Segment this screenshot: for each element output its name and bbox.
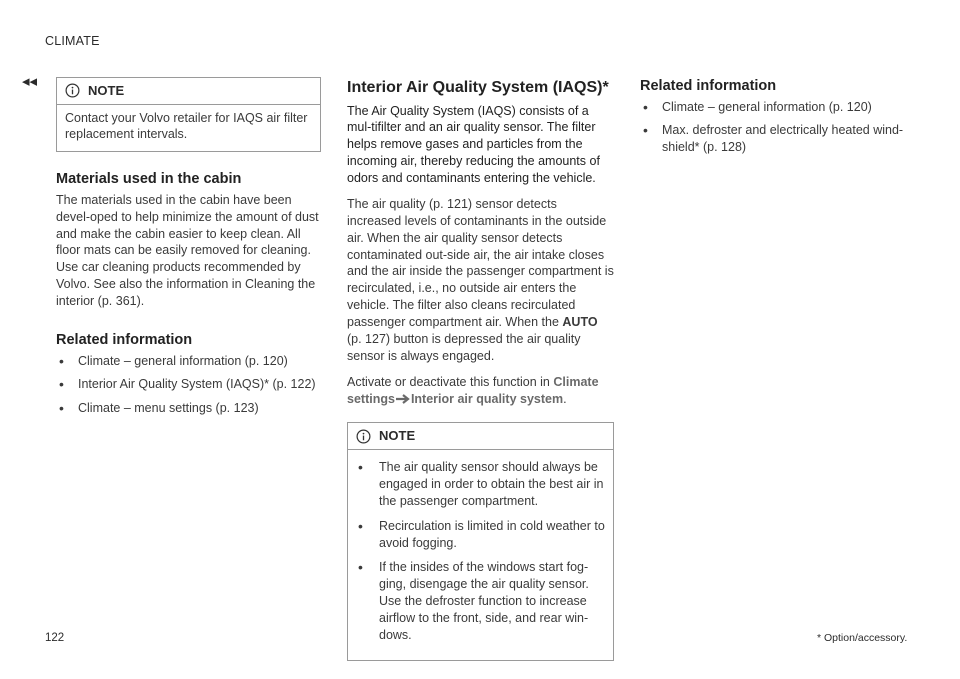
materials-heading: Materials used in the cabin (56, 171, 242, 188)
related-link[interactable]: • Climate – general information (p. 120) (640, 99, 910, 116)
column-middle (347, 77, 614, 679)
materials-text: The materials used in the cabin have been devel-oped to help minimize the amount of dust and make the cabin easier to keep clean. All floor mats can be easily removed for cleaning. Use car cleaning products recommended by Volvo. See also the information in Cleaning the interior (p. 361). (56, 192, 319, 309)
note-title: NOTE (379, 428, 416, 444)
iaqs-paragraph-1: The air quality (p. 121) sensor detects increased levels of contaminants in the outside air. When the air quality sensor detects contaminated out-side air, the air intake closes and the air inside the passenger compartment is recirculated, i.e., no outside air enters the vehicle. The filter also cleans recirculated passenger compartment air. When the AUTO (p. 127) button is depressed the air quality sensor is always engaged. (347, 196, 614, 363)
menu-interior-air-quality[interactable]: Interior air quality system (410, 391, 564, 406)
related-link[interactable]: • Interior Air Quality System (IAQS)* (p. 122) (56, 376, 321, 393)
footnote: * Option/accessory. (817, 632, 908, 644)
related-list (56, 353, 321, 418)
note-item: • If the insides of the windows start fog-ging, disengage the air quality sensor. Use the defroster function to increase airflow to the front, side, and rear win-dows. (356, 559, 605, 643)
note-header (348, 423, 613, 450)
iaqs-intro: The Air Quality System (IAQS) consists of a mul-tifilter and an air quality sensor. The filter helps remove gases and particles from the incoming air, thereby reducing the amounts of odors and contaminants entering the vehicle. (347, 103, 600, 186)
related-link[interactable]: • Max. defroster and electrically heated wind-shield* (p. 128) (640, 122, 910, 156)
note-box (56, 77, 321, 152)
related-link[interactable]: • Climate – menu settings (p. 123) (56, 400, 321, 417)
note-item: • The air quality sensor should always be engaged in order to obtain the best air in the passenger compartment. (356, 459, 605, 510)
section-header: CLIMATE (45, 34, 100, 48)
note-item: • Recirculation is limited in cold weather to avoid fogging. (356, 518, 605, 552)
iaqs-heading: Interior Air Quality System (IAQS)* (347, 79, 609, 96)
page-number: 122 (45, 632, 65, 644)
note-title: NOTE (88, 83, 125, 98)
info-circle-icon (356, 429, 371, 444)
related-heading: Related information (640, 78, 777, 94)
column-right (640, 77, 910, 163)
related-link[interactable]: • Climate – general information (p. 120) (56, 353, 321, 370)
iaqs-paragraph-2: Activate or deactivate this function in Climate settings Interior air quality system. (347, 374, 599, 406)
column-left (56, 77, 321, 424)
related-heading: Related information (56, 331, 193, 348)
auto-button-label: AUTO (562, 315, 598, 330)
menu-climate-settings[interactable]: Climate settings (347, 374, 599, 406)
note-header (57, 78, 320, 105)
arrow-right-icon (395, 393, 411, 405)
note-text: Contact your Volvo retailer for IAQS air filter replacement intervals. (65, 110, 308, 142)
back-chevrons-icon[interactable]: ◂◂ (22, 73, 38, 90)
info-circle-icon (65, 83, 80, 98)
note-body (348, 450, 613, 660)
related-list (640, 99, 910, 157)
note-box (347, 422, 614, 660)
